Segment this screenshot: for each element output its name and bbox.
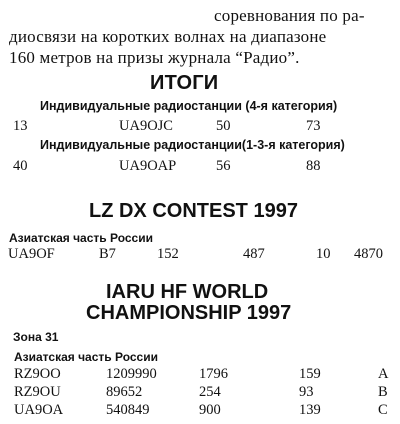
table-cell: 13 bbox=[13, 118, 28, 134]
table-cell: RZ9OO bbox=[14, 366, 61, 382]
table-cell: UA9OAP bbox=[119, 158, 177, 174]
table-cell: 159 bbox=[299, 366, 321, 382]
paragraph-line-3: 160 метров на призы журнала “Радио”. bbox=[9, 48, 300, 67]
iaru-zone-label: Зона 31 bbox=[13, 330, 59, 344]
table-cell: 4870 bbox=[354, 246, 383, 262]
table-cell: 487 bbox=[243, 246, 265, 262]
table-cell: UA9OF bbox=[8, 246, 55, 262]
table-cell: 152 bbox=[157, 246, 179, 262]
table-cell: 40 bbox=[13, 158, 28, 174]
lz-section-label: Азиатская часть России bbox=[9, 231, 153, 245]
paragraph-line-1: соревнования по ра- bbox=[214, 6, 365, 25]
table-cell: 10 bbox=[316, 246, 331, 262]
table-cell: C bbox=[378, 402, 388, 418]
table-cell: B7 bbox=[99, 246, 116, 262]
table-cell: 93 bbox=[299, 384, 314, 400]
table-cell: 89652 bbox=[106, 384, 143, 400]
paragraph-line-2: диосвязи на коротких волнах на диапазоне bbox=[9, 27, 327, 46]
table-cell: 139 bbox=[299, 402, 321, 418]
table-cell: RZ9OU bbox=[14, 384, 61, 400]
table-cell: UA9OA bbox=[14, 402, 64, 418]
lz-contest-title: LZ DX CONTEST 1997 bbox=[89, 200, 298, 222]
table-cell: 540849 bbox=[106, 402, 150, 418]
table-cell: A bbox=[378, 366, 389, 382]
table-cell: 73 bbox=[306, 118, 321, 134]
table-cell: 254 bbox=[199, 384, 221, 400]
table-cell: 50 bbox=[216, 118, 231, 134]
table-cell: 900 bbox=[199, 402, 221, 418]
iaru-title-line1: IARU HF WORLD bbox=[106, 281, 269, 303]
iaru-title-line2: CHAMPIONSHIP 1997 bbox=[86, 302, 292, 324]
results-group2-label: Индивидуальные радиостанции(1-3-я категория) bbox=[40, 138, 345, 152]
table-cell: 1209990 bbox=[106, 366, 157, 382]
table-cell: 56 bbox=[216, 158, 231, 174]
iaru-section-label: Азиатская часть России bbox=[14, 350, 158, 364]
results-group1-label: Индивидуальные радиостанции (4-я категория) bbox=[40, 99, 338, 113]
table-cell: 1796 bbox=[199, 366, 228, 382]
results-title: ИТОГИ bbox=[150, 72, 219, 94]
table-cell: 88 bbox=[306, 158, 321, 174]
table-cell: B bbox=[378, 384, 388, 400]
table-cell: UA9OJC bbox=[119, 118, 173, 134]
